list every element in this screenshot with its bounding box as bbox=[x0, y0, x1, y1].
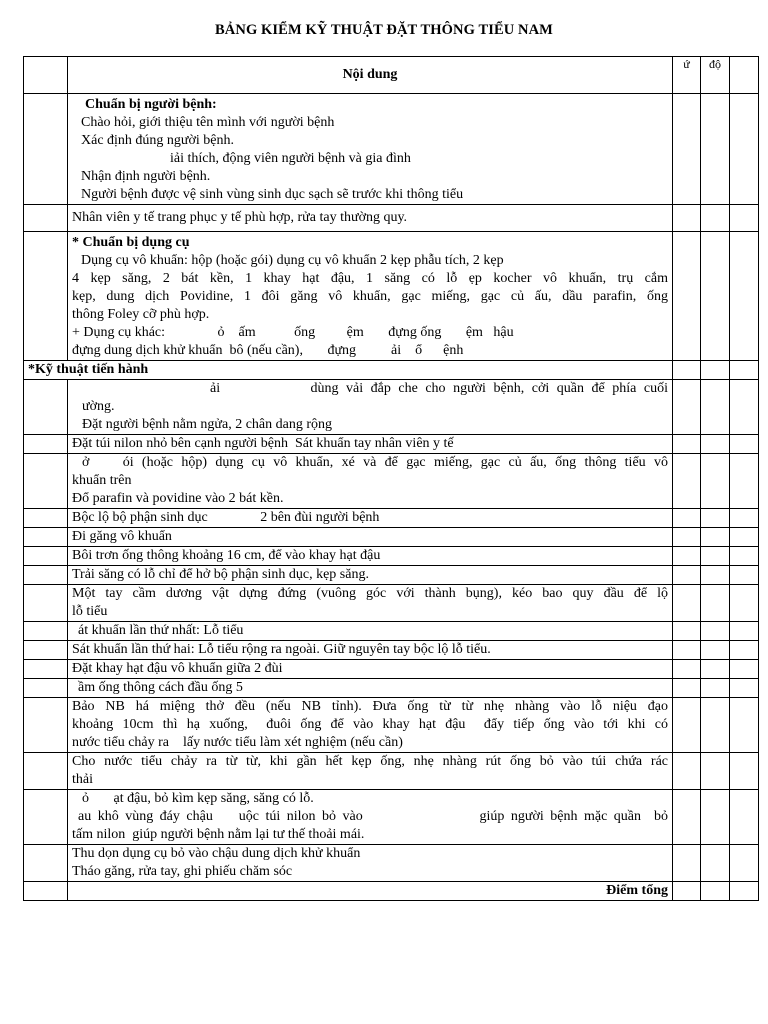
step-content bbox=[68, 753, 673, 790]
score-cell[interactable] bbox=[673, 641, 701, 660]
step-content bbox=[68, 435, 673, 454]
score-cell[interactable] bbox=[701, 509, 730, 528]
score-cell[interactable] bbox=[730, 232, 759, 361]
score-cell[interactable] bbox=[701, 528, 730, 547]
score-cell[interactable] bbox=[730, 845, 759, 882]
score-cell[interactable] bbox=[730, 585, 759, 622]
score-cell[interactable] bbox=[701, 622, 730, 641]
step-line: ải dùng vải đắp che cho người bệnh, cởi quần để phía cuối bbox=[210, 381, 668, 396]
step-line: khoảng 10cm thì hạ xuống, đuôi ống để vào khay hạt đậu đẩy tiếp ống vào tới khi có bbox=[72, 717, 668, 732]
step-content bbox=[68, 528, 673, 547]
score-cell[interactable] bbox=[673, 882, 701, 901]
score-cell[interactable] bbox=[673, 380, 701, 435]
score-cell[interactable] bbox=[730, 753, 759, 790]
prep-patient-heading: Chuẩn bị người bệnh: bbox=[85, 97, 217, 112]
score-cell[interactable] bbox=[673, 845, 701, 882]
prep-patient-row bbox=[24, 94, 759, 205]
score-cell[interactable] bbox=[730, 435, 759, 454]
prep-tools-line: 4 kẹp săng, 2 bát kền, 1 khay hạt đậu, 1 săng có lỗ ẹp kocher vô khuẩn, trụ cắm bbox=[72, 271, 668, 286]
prep-tools-line: + Dụng cụ khác: ỏ ấm ống ệm đựng ống ệm hậu bbox=[72, 325, 514, 340]
step-row bbox=[24, 454, 759, 509]
staff-row bbox=[24, 205, 759, 232]
score-cell[interactable] bbox=[701, 790, 730, 845]
step-line: Đổ parafin và povidine vào 2 bát kền. bbox=[72, 491, 284, 506]
score-cell[interactable] bbox=[673, 660, 701, 679]
score-cell[interactable] bbox=[701, 454, 730, 509]
step-number-cell bbox=[24, 380, 68, 435]
step-content bbox=[68, 679, 673, 698]
score-cell[interactable] bbox=[701, 641, 730, 660]
step-number-cell bbox=[24, 622, 68, 641]
score-cell[interactable] bbox=[673, 361, 701, 380]
step-content bbox=[68, 454, 673, 509]
staff-text: Nhân viên y tế trang phục y tế phù hợp, rửa tay thường quy. bbox=[68, 205, 673, 232]
score-cell[interactable] bbox=[730, 509, 759, 528]
header-score-a: ứ bbox=[673, 57, 701, 94]
technique-heading-row bbox=[24, 361, 759, 380]
score-cell[interactable] bbox=[730, 698, 759, 753]
step-content bbox=[68, 641, 673, 660]
step-line: Thu dọn dụng cụ bỏ vào chậu dung dịch khử khuẩn bbox=[72, 846, 361, 861]
step-row bbox=[24, 585, 759, 622]
score-cell[interactable] bbox=[673, 679, 701, 698]
step-number-cell bbox=[24, 753, 68, 790]
step-number-cell bbox=[24, 585, 68, 622]
prep-patient-line: Người bệnh được vệ sinh vùng sinh dục sạch sẽ trước khi thông tiểu bbox=[81, 187, 464, 202]
step-number-cell bbox=[24, 509, 68, 528]
step-number-cell bbox=[24, 790, 68, 845]
score-cell[interactable] bbox=[730, 622, 759, 641]
prep-tools-line: Dụng cụ vô khuẩn: hộp (hoặc gói) dụng cụ vô khuẩn 2 kẹp phẫu tích, 2 kẹp bbox=[81, 253, 504, 268]
step-number-cell bbox=[24, 566, 68, 585]
technique-heading: *Kỹ thuật tiến hành bbox=[24, 361, 673, 380]
prep-tools-line: thông Foley cỡ phù hợp. bbox=[72, 307, 210, 322]
step-line: tấm nilon giúp người bệnh nằm lại tư thế thoải mái. bbox=[72, 827, 365, 842]
score-cell[interactable] bbox=[730, 454, 759, 509]
step-line: nước tiểu chảy ra lấy nước tiểu làm xét nghiệm (nếu cần) bbox=[72, 735, 403, 750]
step-content bbox=[68, 790, 673, 845]
score-cell[interactable] bbox=[701, 845, 730, 882]
score-cell[interactable] bbox=[730, 380, 759, 435]
step-line: au khô vùng đáy chậu uộc túi nilon bỏ vào giúp người bệnh mặc quần bỏ bbox=[78, 809, 668, 824]
step-content bbox=[68, 380, 673, 435]
step-row bbox=[24, 528, 759, 547]
score-cell[interactable] bbox=[701, 585, 730, 622]
score-cell[interactable] bbox=[730, 205, 759, 232]
step-line: Tháo găng, rửa tay, ghi phiếu chăm sóc bbox=[72, 864, 293, 879]
prep-tools-line: kẹp, dung dịch Povidine, 1 đôi găng vô khuẩn, gạc miếng, gạc củ ấu, dầu parafin, ống bbox=[72, 289, 668, 304]
score-cell[interactable] bbox=[730, 660, 759, 679]
score-cell[interactable] bbox=[701, 380, 730, 435]
score-cell[interactable] bbox=[701, 753, 730, 790]
step-line: Bảo NB há miệng thở đều (nếu NB tỉnh). Đưa ống từ từ nhẹ nhàng vào lỗ niệu đạo bbox=[72, 699, 668, 714]
prep-patient-line: Chào hỏi, giới thiệu tên mình với người bệnh bbox=[81, 115, 335, 130]
step-number-cell bbox=[24, 679, 68, 698]
step-line: Một tay cầm dương vật dựng đứng (vuông góc với thành bụng), kéo bao quy đầu để lộ bbox=[72, 586, 668, 601]
score-cell[interactable] bbox=[673, 509, 701, 528]
step-number-cell bbox=[24, 454, 68, 509]
score-cell[interactable] bbox=[701, 435, 730, 454]
prep-patient-line: Nhận định người bệnh. bbox=[81, 169, 211, 184]
score-cell[interactable] bbox=[701, 547, 730, 566]
step-line: thải bbox=[72, 772, 93, 787]
step-content bbox=[68, 509, 673, 528]
step-line: Đặt khay hạt đậu vô khuẩn giữa 2 đùi bbox=[72, 661, 283, 676]
step-row bbox=[24, 566, 759, 585]
step-row bbox=[24, 790, 759, 845]
step-row bbox=[24, 660, 759, 679]
score-cell[interactable] bbox=[730, 790, 759, 845]
score-cell[interactable] bbox=[701, 698, 730, 753]
score-cell[interactable] bbox=[701, 660, 730, 679]
score-cell[interactable] bbox=[673, 753, 701, 790]
step-line: ầm ống thông cách đầu ống 5 bbox=[78, 680, 243, 695]
score-cell[interactable] bbox=[730, 566, 759, 585]
score-cell[interactable] bbox=[730, 679, 759, 698]
step-row bbox=[24, 753, 759, 790]
total-label: Điểm tổng bbox=[68, 882, 673, 901]
step-row bbox=[24, 641, 759, 660]
step-line: Bộc lộ bộ phận sinh dục 2 bên đùi người bệnh bbox=[72, 510, 380, 525]
score-cell[interactable] bbox=[673, 585, 701, 622]
score-cell[interactable] bbox=[701, 882, 730, 901]
step-line: át khuẩn lần thứ nhất: Lỗ tiểu bbox=[78, 623, 244, 638]
step-line: Sát khuẩn lần thứ hai: Lỗ tiểu rộng ra ngoài. Giữ nguyên tay bộc lộ lỗ tiểu. bbox=[72, 642, 491, 657]
checklist-table bbox=[23, 56, 759, 901]
step-row bbox=[24, 845, 759, 882]
step-line: lỗ tiểu bbox=[72, 604, 108, 619]
step-row bbox=[24, 509, 759, 528]
score-cell[interactable] bbox=[701, 232, 730, 361]
step-line: Đặt người bệnh nằm ngửa, 2 chân dang rộng bbox=[82, 417, 333, 432]
score-cell[interactable] bbox=[730, 528, 759, 547]
prep-tools-line: đựng dung dịch khử khuẩn bô (nếu cần), đựng ải ổ ệnh bbox=[72, 343, 464, 358]
score-cell[interactable] bbox=[673, 94, 701, 205]
step-number-cell bbox=[24, 547, 68, 566]
prep-tools-heading: * Chuẩn bị dụng cụ bbox=[72, 235, 190, 250]
score-cell[interactable] bbox=[701, 679, 730, 698]
header-row bbox=[24, 57, 759, 94]
prep-patient-line: iải thích, động viên người bệnh và gia đình bbox=[170, 151, 411, 166]
step-number-cell bbox=[24, 698, 68, 753]
score-cell[interactable] bbox=[730, 882, 759, 901]
page-title: BẢNG KIỂM KỸ THUẬT ĐẶT THÔNG TIỂU NAM bbox=[215, 22, 553, 38]
step-line: Trải săng có lỗ chỉ để hở bộ phận sinh dục, kẹp săng. bbox=[72, 567, 369, 582]
step-number-cell bbox=[24, 641, 68, 660]
score-cell[interactable] bbox=[701, 94, 730, 205]
step-line: ường. bbox=[82, 399, 115, 414]
score-cell[interactable] bbox=[730, 94, 759, 205]
prep-patient-line: Xác định đúng người bệnh. bbox=[81, 133, 235, 148]
step-content bbox=[68, 622, 673, 641]
score-cell[interactable] bbox=[730, 641, 759, 660]
step-line: Cho nước tiểu chảy ra từ từ, khi gần hết kẹp ống, nhẹ nhàng rút ống bỏ vào túi chứa rác bbox=[72, 754, 668, 769]
step-line: Đi găng vô khuẩn bbox=[72, 529, 172, 544]
prep-tools-row bbox=[24, 232, 759, 361]
score-cell[interactable] bbox=[673, 790, 701, 845]
step-line: Bôi trơn ống thông khoảng 16 cm, để vào khay hạt đậu bbox=[72, 548, 381, 563]
step-content bbox=[68, 585, 673, 622]
step-line: Đặt túi nilon nhỏ bên cạnh người bệnh Sát khuẩn tay nhân viên y tế bbox=[72, 436, 454, 451]
score-cell[interactable] bbox=[730, 361, 759, 380]
header-score-b: độ bbox=[701, 57, 730, 94]
score-cell[interactable] bbox=[673, 528, 701, 547]
score-cell[interactable] bbox=[673, 454, 701, 509]
step-row bbox=[24, 435, 759, 454]
step-number-cell bbox=[24, 660, 68, 679]
step-line: khuẩn trên bbox=[72, 473, 132, 488]
score-cell[interactable] bbox=[673, 205, 701, 232]
total-row bbox=[24, 882, 759, 901]
step-row bbox=[24, 698, 759, 753]
step-number-cell bbox=[24, 845, 68, 882]
step-row bbox=[24, 622, 759, 641]
step-number-cell bbox=[24, 528, 68, 547]
header-content: Nội dung bbox=[68, 57, 673, 94]
step-content bbox=[68, 845, 673, 882]
step-row bbox=[24, 380, 759, 435]
step-row bbox=[24, 679, 759, 698]
step-content bbox=[68, 660, 673, 679]
step-line: ỏ ạt đậu, bỏ kìm kẹp săng, săng có lỗ. bbox=[82, 791, 314, 806]
score-cell[interactable] bbox=[673, 698, 701, 753]
step-content bbox=[68, 566, 673, 585]
step-row bbox=[24, 547, 759, 566]
step-content bbox=[68, 547, 673, 566]
score-cell[interactable] bbox=[673, 547, 701, 566]
header-number-cell bbox=[24, 57, 68, 94]
score-cell[interactable] bbox=[673, 566, 701, 585]
score-cell[interactable] bbox=[701, 361, 730, 380]
score-cell[interactable] bbox=[701, 566, 730, 585]
score-cell[interactable] bbox=[701, 205, 730, 232]
score-cell[interactable] bbox=[673, 435, 701, 454]
score-cell[interactable] bbox=[673, 622, 701, 641]
step-content bbox=[68, 698, 673, 753]
score-cell[interactable] bbox=[673, 232, 701, 361]
score-cell[interactable] bbox=[730, 547, 759, 566]
step-number-cell bbox=[24, 435, 68, 454]
step-line: ở ói (hoặc hộp) dụng cụ vô khuẩn, xé và để gạc miếng, gạc củ ấu, ống thông tiểu vô bbox=[82, 455, 668, 470]
header-score-c bbox=[730, 57, 759, 94]
